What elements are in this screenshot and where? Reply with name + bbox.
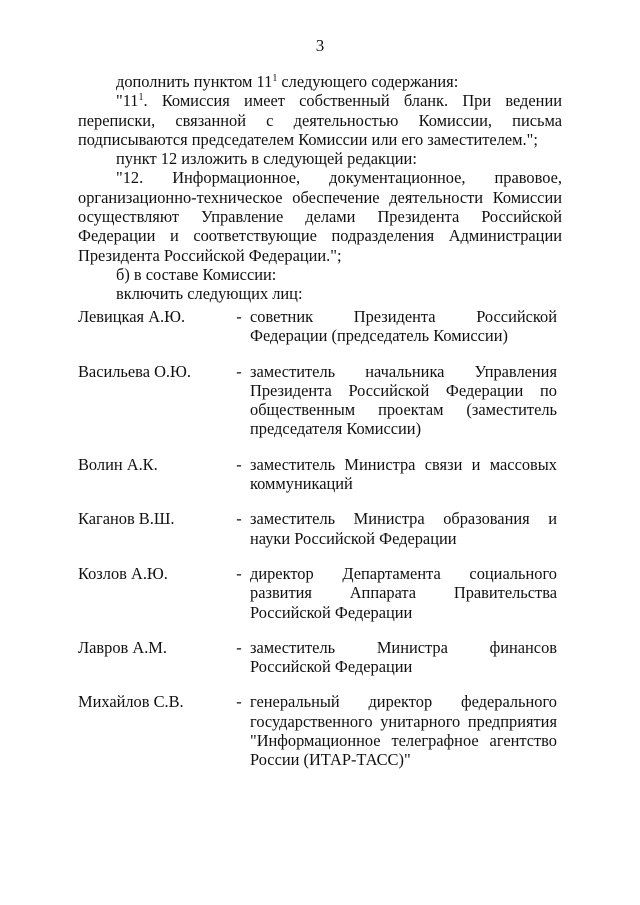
- paragraph-text: дополнить пунктом 11: [116, 72, 273, 91]
- paragraph-include-persons: включить следующих лиц:: [116, 284, 303, 304]
- member-name: Васильева О.Ю.: [78, 361, 191, 381]
- member-name: Козлов А.Ю.: [78, 563, 168, 583]
- paragraph-text: следующего содержания:: [277, 72, 459, 91]
- member-row: [78, 638, 562, 677]
- member-role: заместитель Министра связи и массовых коммуникаций: [250, 454, 557, 494]
- member-row: [78, 362, 562, 439]
- paragraph-point-12: "12. Информационное, документационное, правовое, организационно-техническое обеспечение деятельности Комиссии осуществляют Управление делами Президента Российской Федерации и соответствующие подразделения Администрации Президента Российской Федерации.";: [78, 168, 562, 265]
- member-row: [78, 307, 562, 346]
- paragraph-add-point: [78, 72, 562, 91]
- member-dash: -: [236, 637, 242, 657]
- member-row: [78, 692, 562, 769]
- member-name: Лавров А.М.: [78, 637, 167, 657]
- member-role: заместитель Министра образования и науки Российской Федерации: [250, 509, 557, 548]
- page-number: 3: [315, 36, 325, 55]
- member-role: заместитель начальника Управления Президента Российской Федерации по общественным проектам (заместитель председателя Комиссии): [250, 361, 557, 439]
- paragraph-point-12-intro: пункт 12 изложить в следующей редакции:: [116, 149, 417, 169]
- document-body: [78, 72, 562, 304]
- member-name: Левицкая А.Ю.: [78, 307, 186, 326]
- paragraph-text: "11: [116, 91, 139, 111]
- member-row: [78, 509, 562, 548]
- member-role: советник Президента Российской Федерации (председатель Комиссии): [250, 307, 557, 346]
- member-role: заместитель Министра финансов Российской Федерации: [250, 637, 557, 677]
- member-role: генеральный директор федерального государственного унитарного предприятия "Информационное телеграфное агентство России (ИТАР-ТАСС)": [250, 692, 557, 770]
- superscript: 1: [138, 92, 144, 104]
- member-role: директор Департамента социального развития Аппарата Правительства Российской Федерации: [250, 563, 557, 622]
- paragraph-composition: б) в составе Комиссии:: [116, 264, 277, 284]
- member-dash: -: [236, 361, 242, 381]
- paragraph-text: . Комиссия имеет собственный бланк. При ведении переписки, связанной с деятельностью Комиссии, письма подписываются председателем Комиссии или его заместителем.";: [78, 91, 562, 149]
- member-dash: -: [236, 454, 242, 474]
- member-row: [78, 455, 562, 494]
- member-row: [78, 564, 562, 622]
- member-name: Михайлов С.В.: [78, 692, 184, 712]
- member-dash: -: [236, 307, 242, 326]
- member-dash: -: [236, 509, 242, 529]
- member-name: Каганов В.Ш.: [78, 509, 175, 529]
- member-dash: -: [236, 692, 242, 712]
- member-dash: -: [236, 563, 242, 583]
- superscript: 1: [272, 73, 278, 84]
- member-name: Волин А.К.: [78, 454, 158, 474]
- members-list: [78, 307, 562, 786]
- paragraph-point-11-1: [78, 91, 562, 149]
